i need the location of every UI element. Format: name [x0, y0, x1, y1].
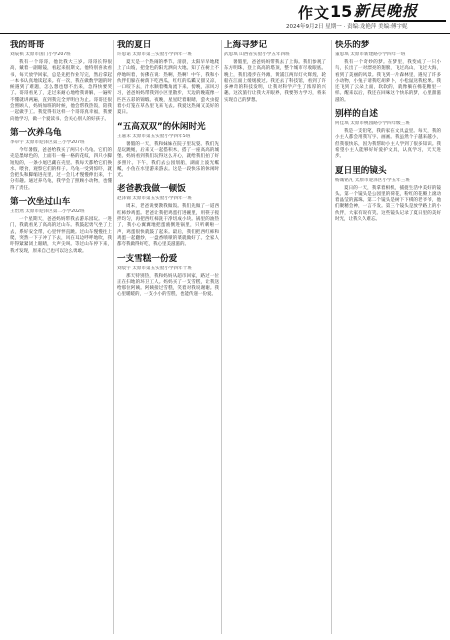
article-byline: 王怡然 太原市迎泽区第二小学202班 — [10, 209, 85, 215]
article-title: 别样的自述 — [335, 109, 378, 120]
article-title: 上海寻梦记 — [224, 40, 267, 50]
newspaper-masthead-logo: 新民晚报 — [354, 0, 446, 22]
article-title: “五高双双”的休闲时光 — [117, 121, 206, 132]
article-byline: 赵泽锦 太原市第五实验小学四年一班 — [117, 196, 192, 202]
article-body: 夏天是一个热闹的季节。清晨，太阳早早地爬上了山坡，把金色的阳光洒向大地。知了在树上不停地叫着，仿佛在说：热啊，热啊！中午，我和小伙伴们躲在树荫下吃西瓜，红红的瓜瓤又甜又凉，一口咬下去，汁水顺着嘴角流下来。傍晚，凉风习习，爸爸妈妈带我到小区里散步，天边的晚霞像一匹匹五彩的锦缎。夜晚，星星眨着眼睛，萤火虫提着小灯笼在草丛里飞来飞去。我爱这热闹又美好的夏日。 — [117, 60, 219, 116]
article-title: 快乐的梦 — [335, 40, 370, 50]
article-body: 我有一个奇妙的梦。在梦里，我变成了一只小鸟，长出了一对漂亮的翅膀，飞过高山，飞过大海，看到了美丽的风景。我飞到一片森林里，遇见了许多小动物，小兔子请我吃胡萝卜，小松鼠送我松果。我还飞到了云朵上面，软软的，就像躺在棉花糖里一样。醒来以后，我还在回味这个快乐的梦，心里甜滋滋的。 — [335, 60, 441, 103]
section-name: 作文 — [298, 4, 331, 22]
article-yi-ci-zhang-guo-shan — [10, 197, 112, 255]
article-title: 我的夏日 — [117, 40, 152, 50]
article-wo-de-gege — [10, 40, 112, 123]
article-zi-chan-zi-xiao — [117, 254, 219, 299]
article-yi-ci-shou-wu-gui — [10, 128, 112, 192]
article-byline: 武思琪 山西省实验小学五年四班 — [224, 52, 290, 57]
article-byline: 李卓宇 太原市迎泽区第三小学207班 — [10, 139, 85, 145]
article-body: 暑假里，爸爸妈妈带我去了上海。我们参观了东方明珠，登上高高的塔顶，整个城市尽收眼底。晚上，我们漫步在外滩，黄浦江两岸灯火辉煌，轮船在江面上缓缓驶过。我还去了科技馆，看到了许多神奇的科技发明，让我对科学产生了浓厚的兴趣。这次旅行让我大开眼界，我要努力学习，将来实现自己的梦想。 — [224, 60, 326, 103]
article-body: 我是一支铅笔，我的家在文具盒里。每天，我的小主人都会用我写字、画画。我虽然个子越来越小，但我很快乐，因为我帮助小主人学到了很多知识。我希望小主人能够好好爱护文具，认真学习，天天进步。 — [335, 129, 441, 160]
column-3 — [224, 40, 326, 634]
page-number: 15 — [330, 2, 353, 21]
column-2 — [117, 40, 219, 634]
article-byline: 刘宸宇 太原市第五实验小学四年十班 — [117, 265, 192, 271]
article-wo-de-xiatian — [117, 40, 219, 117]
article-body: 那天特别热，我和妈妈从超市回家，路过一位正在扫地的环卫工人。妈妈买了一支雪糕，让我送给那位阿姨。阿姨接过雪糕，笑着对我说谢谢。我心里暖暖的，一支小小的雪糕，也能传递一份爱。 — [117, 273, 219, 298]
article-byline: 许思诺 太原市第三实验小学四年一班 — [117, 52, 192, 57]
article-body: 我有一个哥哥，他比我大三岁。哥哥长得很高，戴着一副眼镜，看起来很斯文。他特别喜欢看书，每天放学回家，总是先把作业写完，然后拿起一本书认真地读起来。有一次，我在做数学题的时候遇到了难题，怎么想也想不出来，急得快要哭了。哥哥看见了，走过来耐心地给我讲解，一遍听不懂就讲两遍，直到我完全弄明白为止。哥哥还很会照顾人，妈妈加班的时候，他会帮我热饭，陪我一起做手工。我觉得有这样一个哥哥真幸福，我要向他学习，做一个爱读书、会关心别人的好孩子。 — [10, 60, 112, 122]
article-shang-hai-xing-meng — [224, 40, 326, 104]
article-kuai-le-de-meng — [335, 40, 441, 104]
article-byline: 董思琪 太原市新建路小学四年一班 — [335, 52, 406, 57]
column-4 — [335, 40, 441, 634]
article-title: 第一次养乌龟 — [10, 127, 62, 138]
article-title: 夏日里的镜头 — [335, 165, 387, 176]
article-body: 周末，老爸说要教我做饭。我们先做了一道西红柿炒鸡蛋。老爸让我把鸡蛋打进碗里，用筷子搅拌均匀，再把西红柿洗干净切成小块。锅里的油热了，我小心翼翼地把蛋液倒进锅里，只听刺啦一声，鸡蛋很快就鼓了起来。最后，我们把西红柿和鸡蛋一起翻炒，一盘香喷喷的菜就做好了。全家人都夸我做得好吃，我心里美滋滋的。 — [117, 204, 219, 248]
column-divider — [331, 40, 332, 634]
article-body: 夏日的一天，我拿着相机，捕捉生活中美好的镜头。第一个镜头是公园里的荷花，粉红的花瓣上滚动着晶莹的露珠。第二个镜头是树下下棋的老爷爷，他们聚精会神，一言不发。第三个镜头是放学路上的小伙伴，大家有说有笑。这些镜头记录了夏日里的美好时光，让我久久难忘。 — [335, 185, 441, 223]
article-wu-gao-shuang-shuang — [117, 122, 219, 180]
article-byline: 王嘉禾 太原市第五实验小学四年5班 — [117, 133, 191, 139]
article-body: 今年暑假，爸爸给我买了两只小乌龟。它们的壳是墨绿色的，上面有一格一格的花纹，四只小脚短短的，一条小尾巴藏在壳里。我每天都给它们换水、喂食，观察它们的样子。乌龟一受到惊吓，就会把头和脚缩进壳里，过一会儿才慢慢伸出来，十分有趣。通过养乌龟，我学会了照顾小动物，也懂得了责任。 — [10, 147, 112, 191]
column-1 — [10, 40, 112, 634]
article-body: 暑假的一天，我和妹妹在院子里玩耍。我们先是玩跳绳，后来又一起搭积木，搭了一座高高的城堡。妈妈看到我们玩得这么开心，就给我们拍了好多照片。下午，我们去公园划船，湖面上波光粼粼，小鱼在水里游来游去。这是一段快乐的休闲时光。 — [117, 141, 219, 179]
article-title: 老爸教我做一顿饭 — [117, 184, 186, 195]
page-header — [0, 0, 450, 34]
article-byline: 何佳琪 太原市桃园路小学四年级三班 — [335, 121, 410, 127]
column-divider — [221, 40, 222, 634]
article-bie-yang-de-zi-rang — [335, 109, 441, 160]
column-divider — [113, 40, 114, 634]
article-title: 第一次坐过山车 — [10, 197, 71, 208]
article-byline: 杨诚铭凡 太原市迎泽区小学五年三班 — [335, 177, 410, 183]
header-divider — [0, 33, 450, 34]
article-title: 我的哥哥 — [10, 40, 45, 50]
article-title: 一支雪糕一份爱 — [117, 253, 178, 264]
article-byline: 刘辰祺 太原市国门小学207班 — [10, 52, 71, 57]
article-body: 一个星期天，爸爸妈妈带我去游乐园玩。一进门，我就看见了高高的过山车。我鼓起勇气坐了上去，系好安全带，心里怦怦直跳。过山车慢慢往上爬，突然一下子冲了下去，风在耳边呼呼地吹，我吓得紧紧闭上眼睛，大声尖叫。等过山车停下来，我才发现，原来自己也可以这么勇敢。 — [10, 217, 112, 254]
article-lao-ba-jiao-wo-zuo-fan — [117, 184, 219, 248]
issue-date-editors: 2024年9月2日 星期一 · 责编:龙艳萍 美编:傅宇妮 — [286, 24, 408, 30]
article-xia-ri-li-de-jing-tou — [335, 166, 441, 224]
